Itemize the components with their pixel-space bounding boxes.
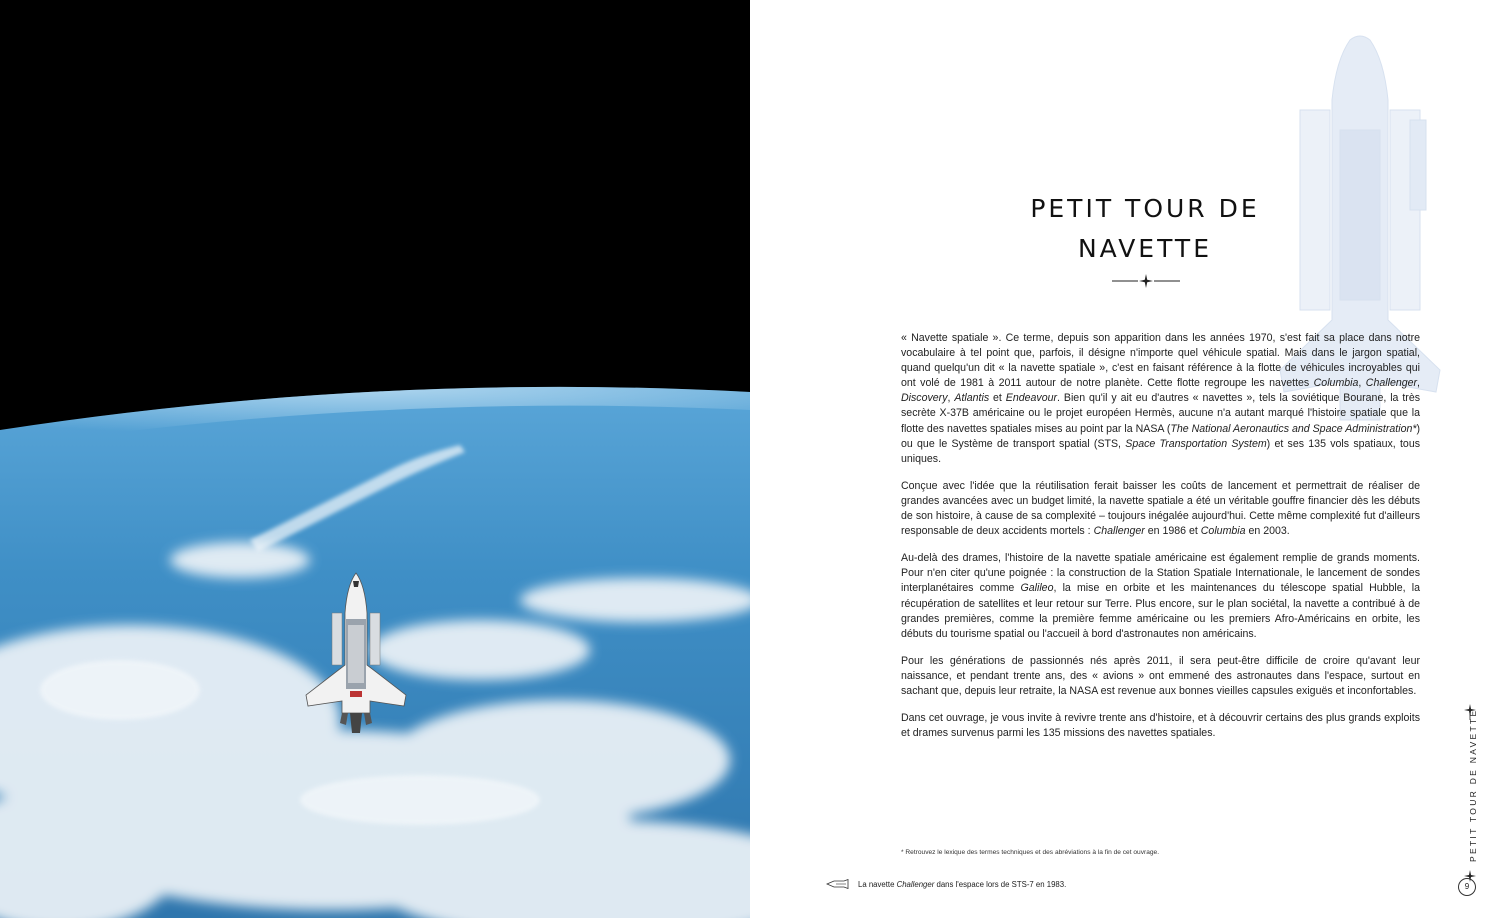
page-title-line-1: PETIT TOUR DE: [1030, 194, 1260, 224]
text-run: ) ou que le Système de transport spatial (STS,: [901, 422, 1421, 450]
text-run: en 2003.: [1245, 525, 1290, 538]
text-run: Conçue avec l'idée que la réutilisation ferait baisser les coûts de lancement et permettrait de réaliser de grandes avancées avec un budget limité, la navette spatiale a été un véritable gouffre financier dès les débuts de son histoire, à cause de sa complexité – toujours inégalée aujourd'hui. Cette même complexité fut d'ailleurs responsable de deux accidents mortels :: [901, 479, 1420, 538]
page-number: 9: [1458, 878, 1476, 896]
page-title-line-2: NAVETTE: [1077, 234, 1212, 264]
italic-run: The National Aeronautics and Space Administration*: [1170, 422, 1417, 435]
text-run: Dans cet ouvrage, je vous invite à revivre trente ans d'histoire, et à découvrir certains des plus grands exploits et drames survenus parmi les 135 missions des navettes spatiales.: [901, 712, 1420, 740]
body-paragraph-4: [901, 654, 1420, 699]
italic-run: Endeavour: [1005, 392, 1058, 405]
caption-text: [858, 880, 1066, 889]
body-text: [901, 331, 1420, 753]
italic-run: Discovery: [901, 392, 948, 405]
text-run: ,: [1417, 377, 1420, 390]
text-run: et: [989, 392, 1006, 405]
text-run: . Bien qu'il y ait eu d'autres « navettes », tels la soviétique Bourane, la très secrète X-37B américaine ou le projet européen Hermès, aucune n'a autant marqué l'histoire spatiale que la flotte des navettes spatiales mises au point par la NASA (: [901, 392, 1421, 435]
body-paragraph-3: [901, 551, 1420, 642]
italic-run: Atlantis: [954, 392, 990, 405]
text-page: [750, 0, 1500, 918]
text-run: Au-delà des drames, l'histoire de la navette spatiale américaine est également remplie de grands moments. Pour n'en citer qu'une poignée : la construction de la Station Spatiale Internationale, le lancement de sondes interplanétaires comme: [901, 552, 1420, 595]
text-run: en 1986 et: [1144, 525, 1201, 538]
text-run: ,: [1358, 377, 1366, 390]
text-run: Pour les générations de passionnés nés après 2011, il sera peut-être difficile de croire qu'avant leur naissance, et pendant trente ans, des « avions » ont emmené des astronautes dans l'espace, surtout en sachant que, depuis leur retraite, la NASA est revenue aux bonnes vieilles capsules exiguës et inconfortables.: [901, 654, 1420, 697]
italic-run: Space Transportation System: [1125, 437, 1267, 450]
footnote: * Retrouvez le lexique des termes techniques et des abréviations à la fin de cet ouvrage.: [901, 849, 1160, 856]
body-paragraph-1: [901, 331, 1420, 467]
italic-run: Challenger: [1093, 525, 1145, 538]
italic-run: Columbia: [1200, 525, 1246, 538]
running-head: [1468, 708, 1482, 862]
italic-run: Challenger: [1365, 377, 1418, 390]
running-head-text: PETIT TOUR DE NAVETTE: [1468, 708, 1478, 862]
page-title: [950, 189, 1340, 269]
star-flourish-icon: [1110, 271, 1182, 291]
body-paragraph-2: [901, 479, 1420, 539]
text-run: « Navette spatiale ». Ce terme, depuis son apparition dans les années 1970, s'est fait sa place dans notre vocabulaire à tel point que, parfois, il désigne n'importe quel véhicule spatial. Mais dans le jargon spatial, quand quelqu'un dit « la navette spatiale », c'est en faisant référence à la flotte de véhicules incroyables qui ont volé de 1981 à 2011 autour de notre planète. Cette flotte regroupe les navettes: [901, 332, 1420, 390]
italic-run: Galileo: [1020, 582, 1054, 595]
italic-run: Columbia: [1313, 377, 1359, 390]
text-run: , la mise en orbite et les maintenances du télescope spatial Hubble, la récupération de satellites et leur retour sur Terre. Plus encore, sur le plan sociétal, la navette a contribué à de grandes premières, comme la première femme américaine ou les premiers Afro-Américains en orbite, les débuts du tourisme spatial ou l'accueil à bord d'astronautes non américains.: [901, 582, 1420, 640]
body-paragraph-5: [901, 711, 1420, 741]
text-run: dans l'espace lors de STS-7 en 1983.: [934, 879, 1067, 889]
shuttle-outline-icon: [826, 879, 852, 889]
text-run: La navette: [858, 879, 897, 889]
text-run: ) et ses 135 vols spatiaux, tous uniques.: [901, 437, 1421, 465]
photo-caption: [826, 877, 1266, 891]
text-run: ,: [947, 392, 955, 405]
italic-run: Challenger: [896, 879, 935, 889]
